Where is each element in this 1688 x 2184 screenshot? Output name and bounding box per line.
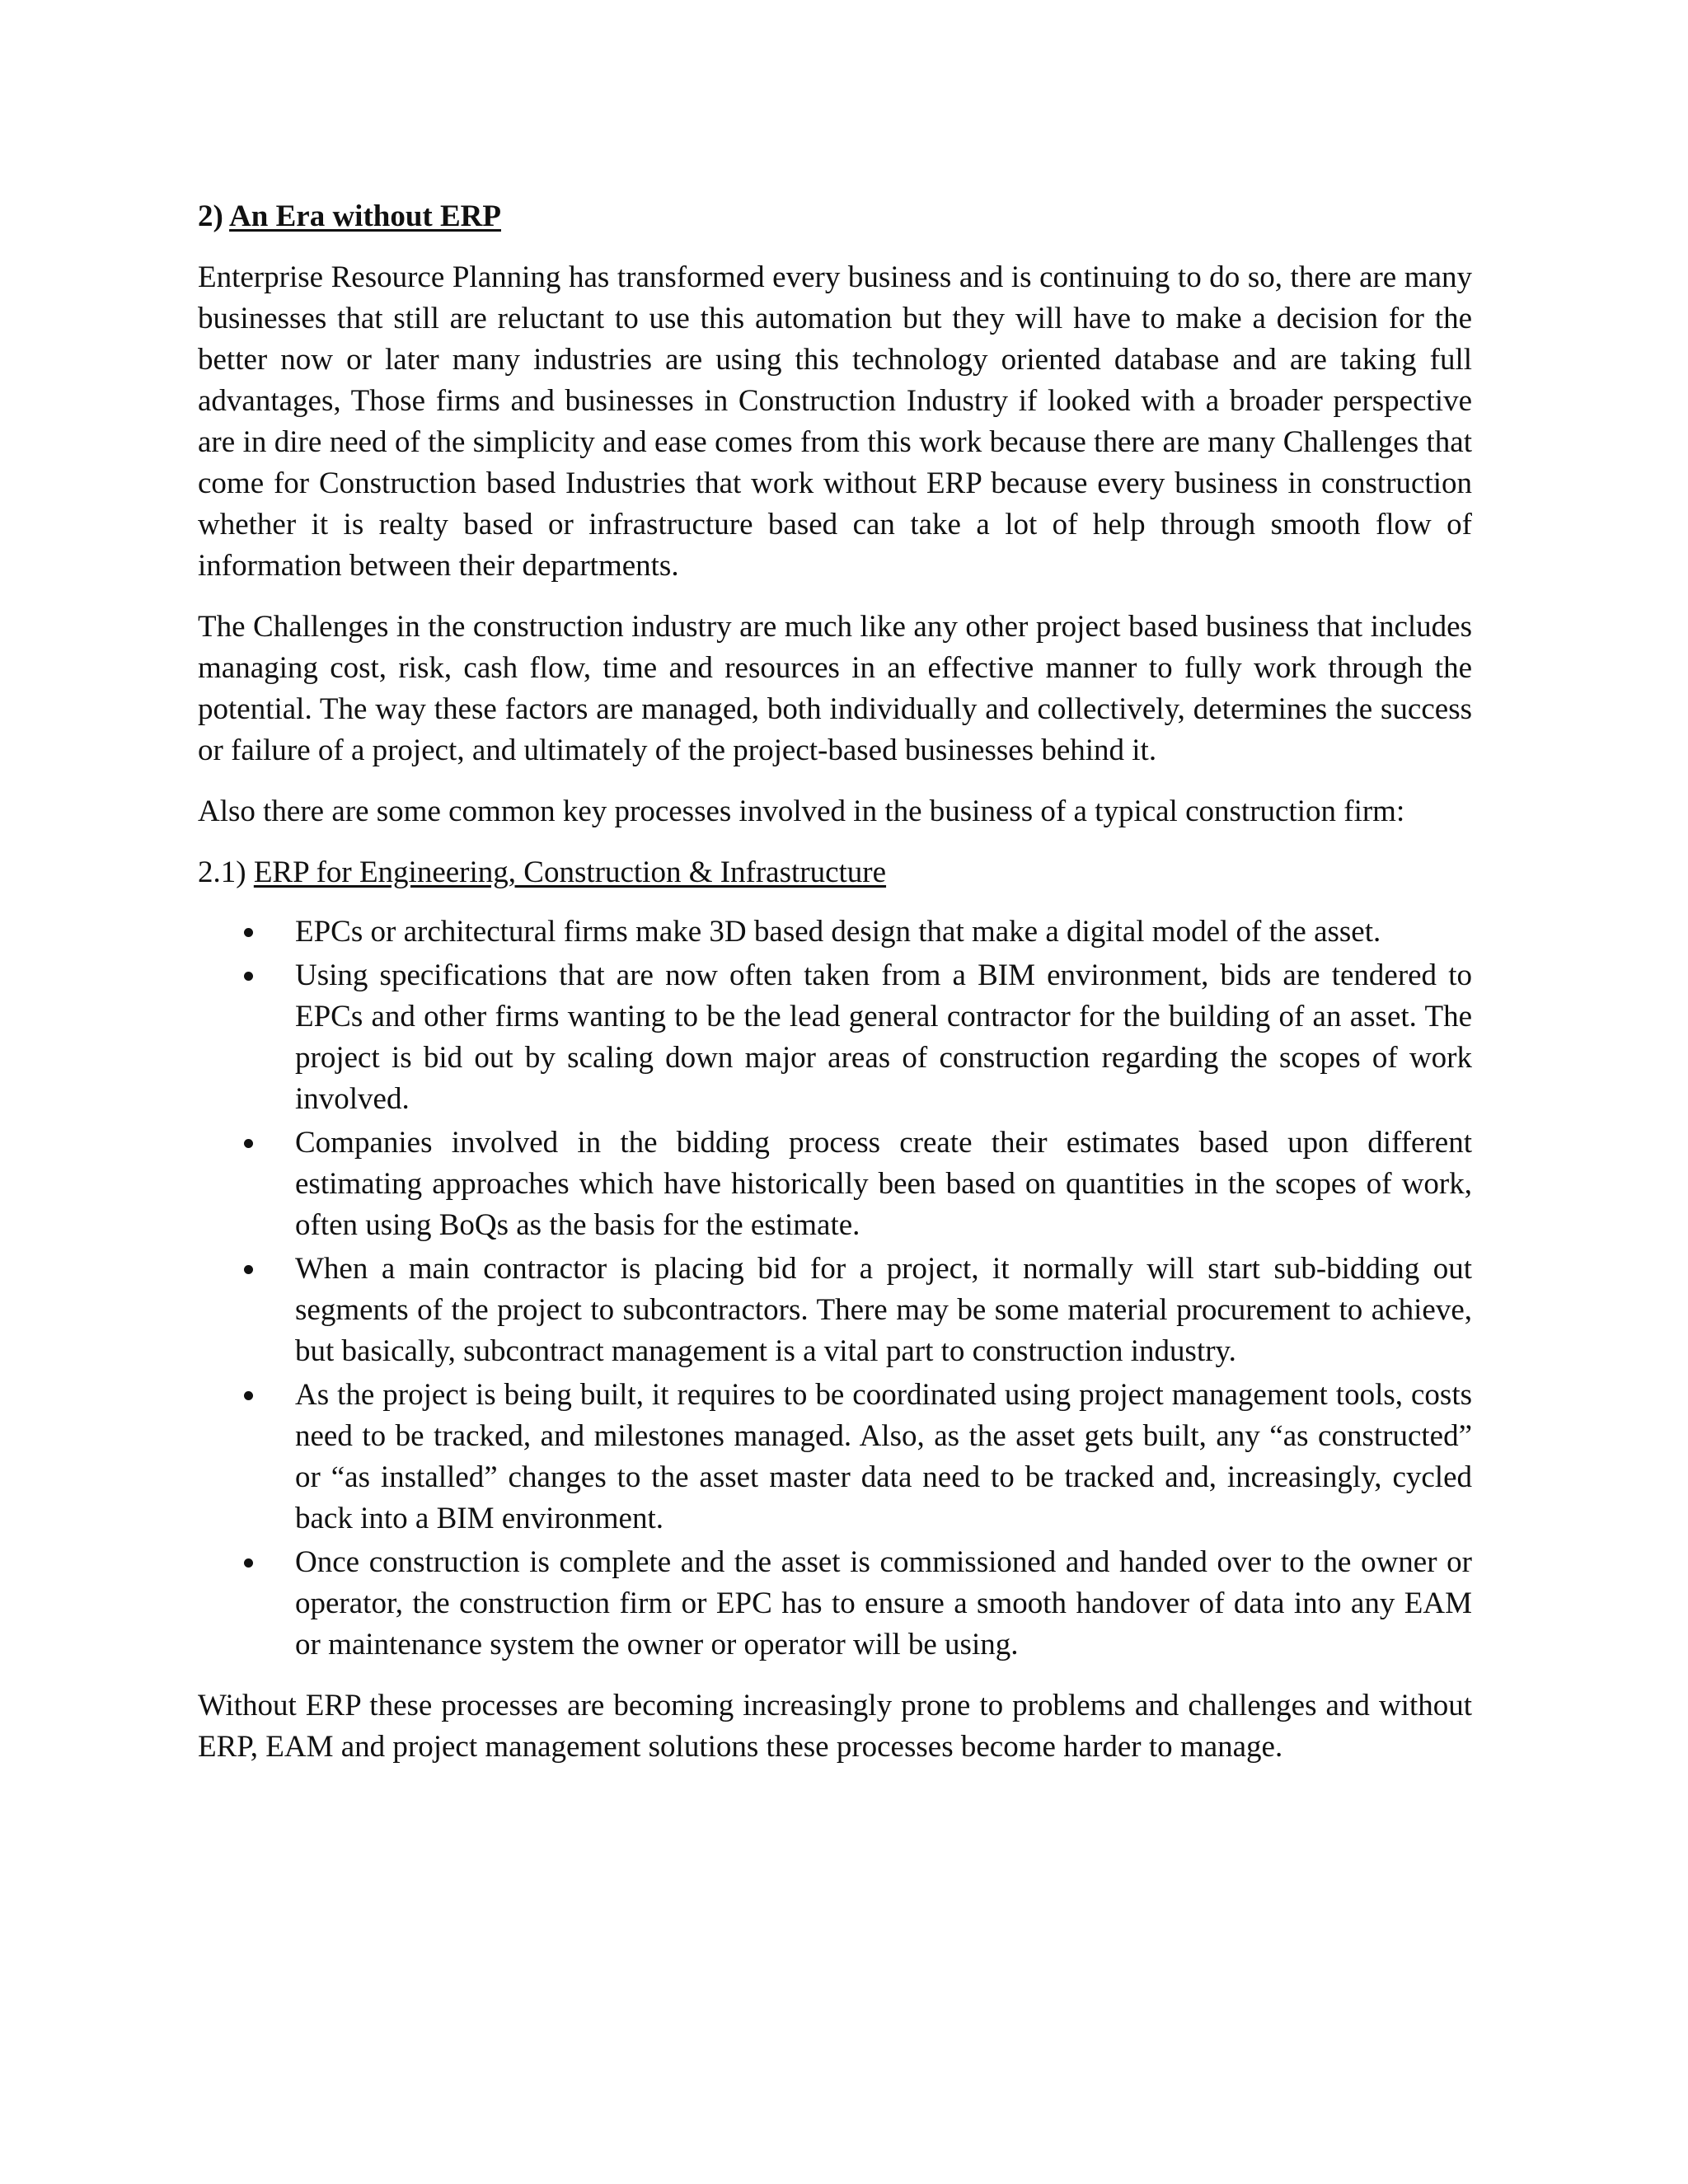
list-item-text: Companies involved in the bidding process create their estimates based upon different estimating approaches which have historically been based on quantities in the scopes of work, often using BoQs as the basis for the estimate. <box>295 1126 1472 1242</box>
bullet-dot-icon <box>244 1265 253 1274</box>
list-item-text: When a main contractor is placing bid for a project, it normally will start sub-bidding out segments of the project to subcontractors. There may be some material procurement to achieve, but basically, subcontract management is a vital part to construction industry. <box>295 1252 1472 1368</box>
list-item <box>198 955 1472 1120</box>
paragraph-challenges: The Challenges in the construction industry are much like any other project based business that includes managing cost, risk, cash flow, time and resources in an effective manner to fully work through the potential. The way these factors are managed, both individually and collectively, determines the success or failure of a project, and ultimately of the project-based businesses behind it. <box>198 610 1472 767</box>
list-item-text: Once construction is complete and the asset is commissioned and handed over to the owner or operator, the construction firm or EPC has to ensure a smooth handover of data into any EAM or maintenance system the owner or operator will be using. <box>295 1545 1472 1661</box>
bullet-dot-icon <box>244 972 253 981</box>
list-item-text: EPCs or architectural firms make 3D based design that make a digital model of the asset. <box>295 915 1381 949</box>
list-item <box>198 912 1472 953</box>
bullet-dot-icon <box>244 1391 253 1400</box>
process-bullet-list <box>198 912 1472 1666</box>
bullet-dot-icon <box>244 1139 253 1148</box>
list-item <box>198 1542 1472 1666</box>
list-item <box>198 1249 1472 1372</box>
list-item <box>198 1375 1472 1540</box>
section-heading <box>198 196 1472 237</box>
section-number: 2) <box>198 199 223 233</box>
document-page <box>198 196 1472 1788</box>
subsection-title: ERP for Engineering, Construction & Infrastructure <box>253 855 887 889</box>
paragraph-key-processes: Also there are some common key processes involved in the business of a typical construction firm: <box>198 794 1405 828</box>
list-item <box>198 1122 1472 1246</box>
list-item-text: As the project is being built, it requires to be coordinated using project management tools, costs need to be tracked, and milestones managed. Also, as the asset gets built, any “as constructed” or “as installed” changes to the asset master data need to be tracked and, increasingly, cycled back into a BIM environment. <box>295 1378 1472 1535</box>
bullet-dot-icon <box>244 928 253 937</box>
paragraph-closing: Without ERP these processes are becoming increasingly prone to problems and challenges and without ERP, EAM and project management solutions these processes become harder to manage. <box>198 1689 1472 1764</box>
paragraph-intro: Enterprise Resource Planning has transformed every business and is continuing to do so, there are many businesses that still are reluctant to use this automation but they will have to make a decision for the better now or later many industries are using this technology oriented database and are taking full advantages, Those firms and businesses in Construction Industry if looked with a broader perspective are in dire need of the simplicity and ease comes from this work because there are many Challenges that come for Construction based Industries that work without ERP because every business in construction whether it is realty based or infrastructure based can take a lot of help through smooth flow of information between their departments. <box>198 260 1472 583</box>
section-title: An Era without ERP <box>229 199 501 233</box>
subsection-number: 2.1) <box>198 855 246 889</box>
subsection-heading <box>198 852 1472 893</box>
list-item-text: Using specifications that are now often taken from a BIM environment, bids are tendered to EPCs and other firms wanting to be the lead general contractor for the building of an asset. The project is bid out by scaling down major areas of construction regarding the scopes of work involved. <box>295 958 1472 1116</box>
bullet-dot-icon <box>244 1558 253 1568</box>
